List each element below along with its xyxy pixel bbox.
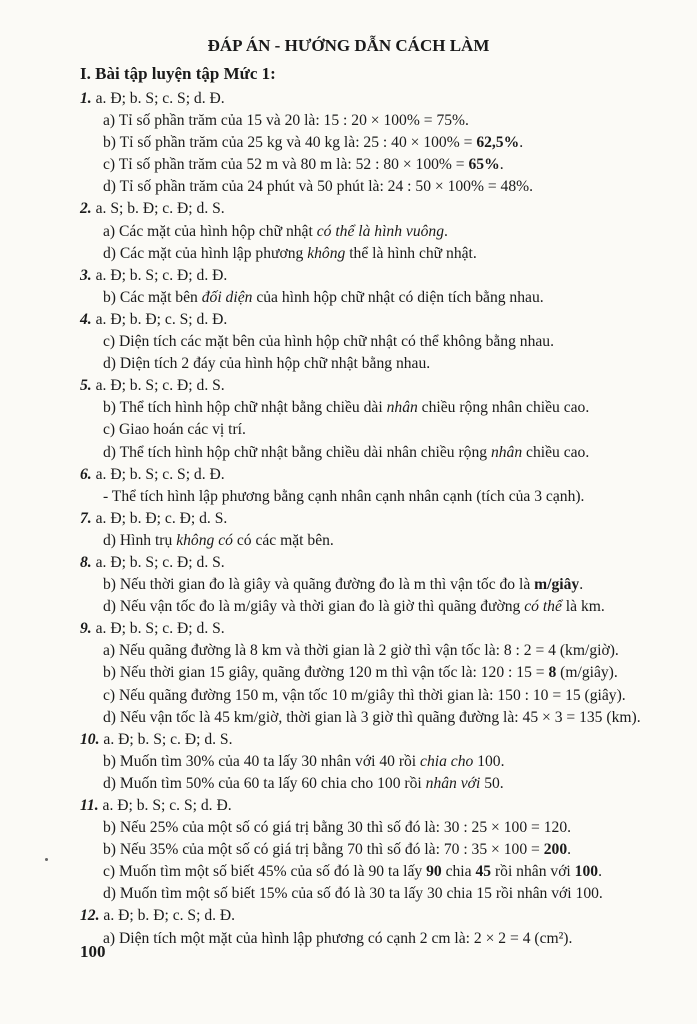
explanation-line [80, 640, 680, 662]
section-heading: I. Bài tập luyện tập Mức 1: [80, 64, 276, 83]
exercise-number: 3. [80, 266, 92, 284]
exercise-number: 9. [80, 620, 92, 638]
italic-text: nhân với [425, 774, 481, 792]
answer-key: a. Đ; b. S; c. Đ; d. S. [91, 553, 225, 571]
answer-item [80, 552, 680, 618]
text-run: a) Tỉ số phần trăm của 15 và 20 là: 15 : 20 × 100% = 75%. [103, 112, 469, 130]
answer-key: a. Đ; b. S; c. S; d. Đ. [91, 465, 225, 483]
text-run: . [579, 576, 584, 594]
italic-text: đối diện [201, 288, 253, 306]
explanation-line [80, 221, 680, 243]
text-run: d) Muốn tìm 50% của 60 ta lấy 60 chia cho 100 rồi [103, 774, 426, 792]
text-run: là km. [561, 598, 605, 616]
italic-text: không có [176, 531, 233, 549]
explanation-line [80, 751, 680, 773]
answer-key: a. Đ; b. S; c. S; d. Đ. [91, 90, 225, 107]
answer-key-line [80, 729, 680, 751]
explanation-line [80, 839, 680, 861]
answer-key: a. Đ; b. Đ; c. Đ; d. S. [91, 509, 228, 527]
text-run: c) Nếu quãng đường 150 m, vận tốc 10 m/giây thì thời gian là: 150 : 10 = 15 (giây). [103, 686, 626, 704]
text-run: a) Các mặt của hình hộp chữ nhật [103, 222, 317, 240]
bold-text: 100 [574, 863, 599, 881]
page-number: 100 [80, 942, 106, 961]
text-run: c) Giao hoán các vị trí. [103, 421, 246, 439]
text-run: . [567, 841, 572, 859]
explanation-line [80, 707, 680, 729]
explanation-line [80, 176, 680, 198]
answer-key: a. S; b. Đ; c. Đ; d. S. [91, 200, 225, 218]
text-run: . [598, 863, 602, 881]
answer-key-line [80, 464, 680, 486]
text-run: d) Muốn tìm một số biết 15% của số đó là 30 ta lấy 30 chia 15 rồi nhân với 100. [103, 885, 603, 903]
text-run: c) Muốn tìm một số biết 45% của số đó là 90 ta lấy [103, 863, 427, 881]
italic-text: có thể là hình vuông [316, 222, 445, 240]
answer-item [80, 795, 680, 905]
explanation-line [80, 353, 680, 375]
text-run: 100. [473, 752, 505, 770]
answer-key-line [80, 198, 680, 220]
text-run: d) Tỉ số phần trăm của 24 phút và 50 phút là: 24 : 50 × 100% = 48%. [103, 178, 534, 196]
answer-key-line [80, 309, 680, 331]
text-run: chia [441, 863, 476, 881]
answer-item [80, 309, 680, 375]
text-run: b) Nếu 25% của một số có giá trị bằng 30 thì số đó là: 30 : 25 × 100 = 120. [103, 819, 572, 837]
explanation-line [80, 154, 680, 176]
answer-key-line [80, 905, 680, 927]
text-run: b) Nếu thời gian đo là giây và quãng đường đo là m thì vận tốc đo là [103, 576, 535, 594]
bold-text: 62,5% [476, 134, 520, 152]
explanation-line [80, 928, 680, 950]
text-run: b) Thể tích hình hộp chữ nhật bằng chiều dài [103, 399, 387, 417]
answer-item [80, 88, 680, 198]
exercise-number: 6. [80, 465, 92, 483]
explanation-line [80, 442, 680, 464]
answer-key-line [80, 618, 680, 640]
explanation-line [80, 883, 680, 905]
explanation-line [80, 530, 680, 552]
exercise-number: 2. [80, 200, 92, 218]
explanation-line [80, 287, 680, 309]
explanation-line [80, 574, 680, 596]
bold-text: 8 [548, 664, 557, 682]
text-run: có các mặt bên. [232, 531, 334, 549]
answer-key-line [80, 375, 680, 397]
answer-key-line [80, 552, 680, 574]
explanation-line [80, 596, 680, 618]
italic-text: chia cho [420, 752, 474, 770]
text-run: . [444, 222, 448, 240]
text-run: b) Nếu thời gian 15 giây, quãng đường 120 m thì vận tốc là: 120 : 15 = [103, 664, 549, 682]
text-run: (m/giây). [556, 664, 618, 682]
bold-text: 45 [475, 863, 492, 881]
bold-text: m/giây [534, 576, 580, 594]
answer-list [80, 88, 680, 950]
answer-key-line [80, 88, 680, 110]
text-run: d) Nếu vận tốc đo là m/giây và thời gian đo là giờ thì quãng đường [103, 598, 525, 616]
text-run: a) Diện tích một mặt của hình lập phương có cạnh 2 cm là: 2 × 2 = 4 (cm²). [103, 929, 573, 947]
text-run: của hình hộp chữ nhật có diện tích bằng nhau. [252, 288, 544, 306]
explanation-line [80, 773, 680, 795]
text-run: d) Diện tích 2 đáy của hình hộp chữ nhật bằng nhau. [103, 355, 431, 373]
bold-text: 200 [543, 841, 568, 859]
text-run: - Thể tích hình lập phương bằng cạnh nhân cạnh nhân cạnh (tích của 3 cạnh). [103, 487, 585, 505]
explanation-line [80, 419, 680, 441]
explanation-line [80, 110, 680, 132]
exercise-number: 12. [80, 907, 100, 925]
answer-key: a. Đ; b. Đ; c. S; d. Đ. [99, 907, 236, 925]
text-run: d) Thể tích hình hộp chữ nhật bằng chiều dài nhân chiều rộng [103, 443, 491, 461]
exercise-number: 4. [80, 310, 92, 328]
answer-key-line [80, 795, 680, 817]
answer-item [80, 198, 680, 264]
explanation-line [80, 132, 680, 154]
answer-item [80, 375, 680, 463]
answer-item [80, 508, 680, 552]
exercise-number: 11. [80, 797, 99, 814]
answer-key: a. Đ; b. S; c. Đ; d. S. [91, 620, 225, 638]
text-run: . [499, 156, 504, 174]
answer-item [80, 464, 680, 508]
answer-item [80, 729, 680, 795]
answer-key-line [80, 508, 680, 530]
text-run: rồi nhân với [491, 863, 575, 881]
text-run: d) Hình trụ [103, 531, 177, 549]
text-run: c) Diện tích các mặt bên của hình hộp chữ nhật có thể không bằng nhau. [103, 333, 554, 351]
answer-key: a. Đ; b. Đ; c. S; d. Đ. [91, 310, 228, 328]
exercise-number: 7. [80, 509, 92, 527]
answer-item [80, 618, 680, 728]
answer-item [80, 265, 680, 309]
text-run: thể là hình chữ nhật. [345, 244, 477, 262]
explanation-line [80, 685, 680, 707]
text-run: b) Muốn tìm 30% của 40 ta lấy 30 nhân với 40 rồi [103, 752, 421, 770]
exercise-number: 1. [80, 90, 92, 107]
exercise-number: 5. [80, 377, 92, 395]
text-run: a) Nếu quãng đường là 8 km và thời gian là 2 giờ thì vận tốc là: 8 : 2 = 4 (km/giờ). [103, 642, 619, 660]
explanation-line [80, 817, 680, 839]
answer-key: a. Đ; b. S; c. Đ; d. Đ. [91, 266, 228, 284]
text-run: chiều rộng nhân chiều cao. [417, 399, 590, 417]
italic-text: không [307, 244, 346, 262]
text-run: . [519, 134, 524, 152]
text-run: d) Các mặt của hình lập phương [103, 244, 308, 262]
explanation-line [80, 662, 680, 684]
answer-key: a. Đ; b. S; c. Đ; d. S. [99, 730, 233, 748]
text-run: b) Nếu 35% của một số có giá trị bằng 70 thì số đó là: 70 : 35 × 100 = [103, 841, 544, 859]
text-run: 50. [480, 774, 504, 792]
exercise-number: 10. [80, 730, 100, 748]
bold-text: 90 [426, 863, 442, 881]
explanation-line [80, 861, 680, 883]
italic-text: có thể [524, 598, 562, 616]
text-run: b) Tỉ số phần trăm của 25 kg và 40 kg là: 25 : 40 × 100% = [103, 134, 477, 152]
answer-key-line [80, 265, 680, 287]
text-run: b) Các mặt bên [103, 288, 202, 306]
answer-key: a. Đ; b. S; c. Đ; d. S. [91, 377, 225, 395]
answer-key: a. Đ; b. S; c. S; d. Đ. [98, 797, 232, 814]
explanation-line [80, 486, 680, 508]
explanation-line [80, 243, 680, 265]
explanation-line [80, 397, 680, 419]
exercise-number: 8. [80, 553, 92, 571]
page-title: ĐÁP ÁN - HƯỚNG DẪN CÁCH LÀM [207, 36, 490, 55]
italic-text: nhân [490, 443, 523, 461]
text-run: c) Tỉ số phần trăm của 52 m và 80 m là: 52 : 80 × 100% = [103, 156, 469, 174]
bold-text: 65% [468, 156, 500, 174]
italic-text: nhân [386, 399, 418, 417]
explanation-line [80, 331, 680, 353]
speck-mark [45, 858, 48, 861]
answer-item [80, 905, 680, 949]
text-run: chiều cao. [522, 443, 590, 461]
text-run: d) Nếu vận tốc là 45 km/giờ, thời gian là 3 giờ thì quãng đường là: 45 × 3 = 135 (km). [103, 708, 641, 726]
